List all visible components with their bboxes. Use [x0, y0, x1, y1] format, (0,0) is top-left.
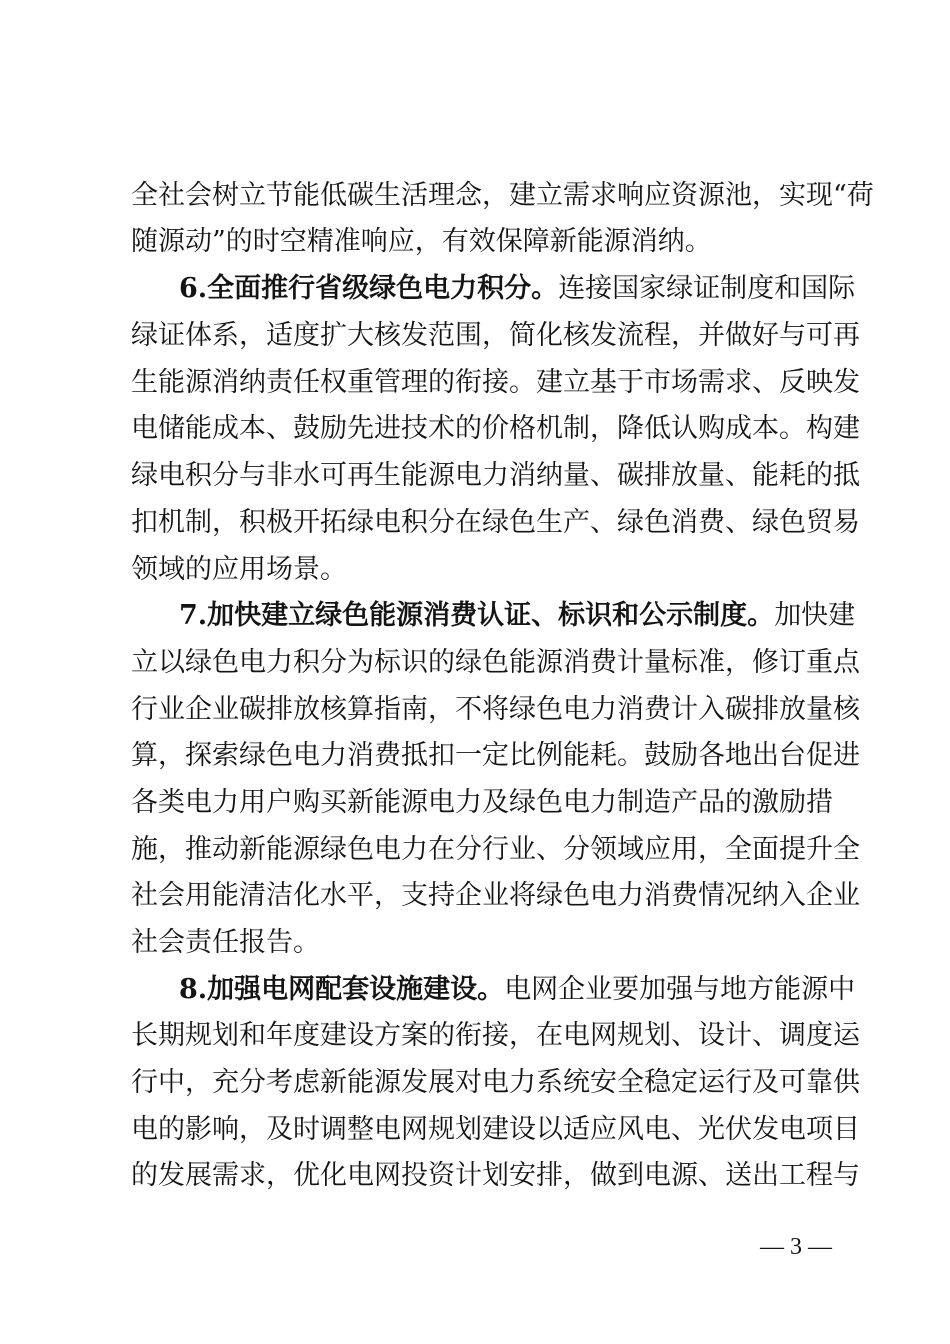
section-6-first-line	[179, 266, 856, 312]
section-8-heading: 8.加强电网配套设施建设。	[179, 974, 505, 1005]
text-line: 的发展需求，优化电网投资计划安排，做到电源、送出工程与	[131, 1160, 860, 1191]
section-6-text: 连接国家绿证制度和国际	[558, 273, 856, 304]
section-6-heading: 6.全面推行省级绿色电力积分。	[179, 273, 559, 304]
text-line: 各类电力用户购买新能源电力及绿色电力制造产品的激励措	[131, 787, 833, 818]
text-line: 行中，充分考虑新能源发展对电力系统安全稳定运行及可靠供	[131, 1067, 860, 1098]
text-line: 行业企业碳排放核算指南，不将绿色电力消费计入碳排放量核	[131, 694, 860, 725]
text-line: 绿证体系，适度扩大核发范围，简化核发流程，并做好与可再	[131, 320, 860, 351]
section-7-heading: 7.加快建立绿色能源消费认证、标识和公示制度。	[179, 600, 775, 631]
section-7-first-line	[179, 593, 856, 639]
text-line: 全社会树立节能低碳生活理念，建立需求响应资源池，实现“荷	[131, 180, 874, 211]
section-8-first-line	[179, 967, 856, 1013]
text-line: 电的影响，及时调整电网规划建设以适应风电、光伏发电项目	[131, 1114, 860, 1145]
section-8-text: 电网企业要加强与地方能源中	[504, 974, 856, 1005]
text-line: 算，探索绿色电力消费抵扣一定比例能耗。鼓励各地出台促进	[131, 740, 860, 771]
section-7-text: 加快建	[774, 600, 856, 631]
text-line: 长期规划和年度建设方案的衔接，在电网规划、设计、调度运	[131, 1020, 860, 1051]
text-line: 社会用能清洁化水平，支持企业将绿色电力消费情况纳入企业	[131, 880, 860, 911]
text-line: 领域的应用场景。	[131, 554, 347, 585]
page-number: — 3 —	[760, 1234, 832, 1260]
text-line: 立以绿色电力积分为标识的绿色能源消费计量标准，修订重点	[131, 647, 860, 678]
text-line: 施，推动新能源绿色电力在分行业、分领域应用，全面提升全	[131, 834, 860, 865]
text-line: 电储能成本、鼓励先进技术的价格机制，降低认购成本。构建	[131, 413, 860, 444]
text-line: 随源动”的时空精准响应，有效保障新能源消纳。	[131, 226, 712, 257]
text-line: 生能源消纳责任权重管理的衔接。建立基于市场需求、反映发	[131, 367, 860, 398]
text-line: 绿电积分与非水可再生能源电力消纳量、碳排放量、能耗的抵	[131, 460, 860, 491]
text-line: 扣机制，积极开拓绿电积分在绿色生产、绿色消费、绿色贸易	[131, 507, 860, 538]
text-line: 社会责任报告。	[131, 927, 320, 958]
